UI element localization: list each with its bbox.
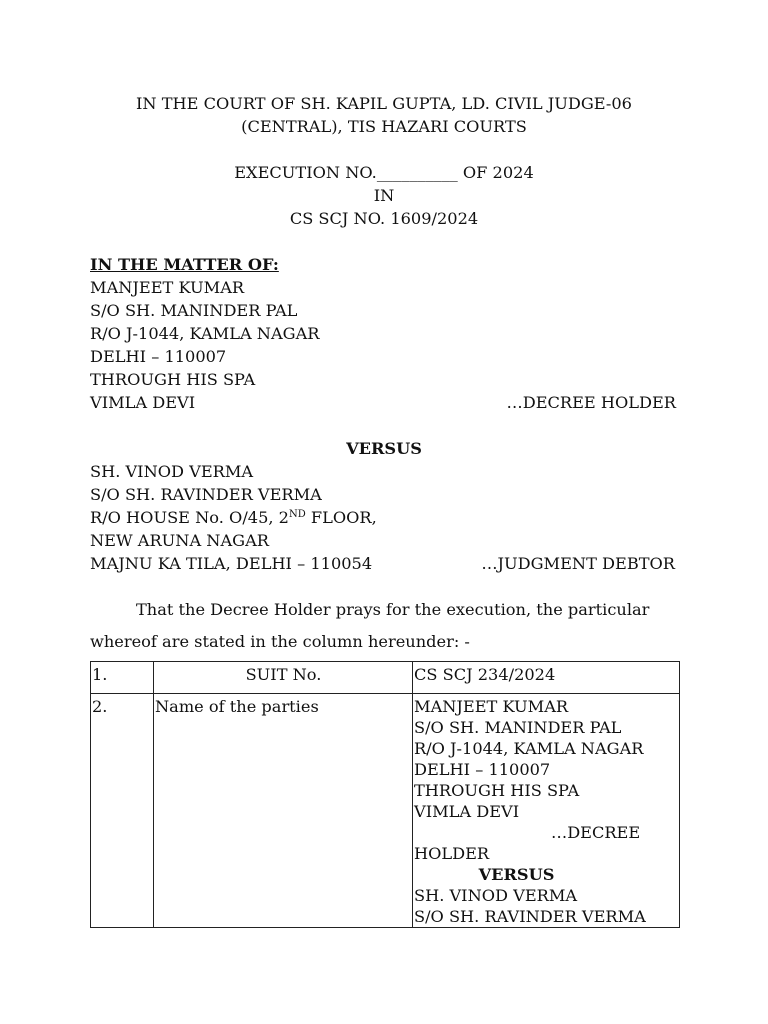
- row-value: CS SCJ 234/2024: [413, 662, 680, 694]
- debtor-address-sup: ND: [288, 509, 306, 520]
- parties-decree-role-part2: HOLDER: [414, 844, 490, 863]
- versus-heading: VERSUS: [346, 439, 422, 458]
- parties-holder-address: R/O J-1044, KAMLA NAGAR: [414, 739, 644, 758]
- case-number-line: CS SCJ NO. 1609/2024: [289, 209, 479, 228]
- row-number: 1.: [91, 662, 154, 694]
- parties-holder-spa: VIMLA DEVI: [414, 802, 520, 821]
- row-number: 2.: [91, 694, 154, 928]
- holder-address: R/O J-1044, KAMLA NAGAR: [90, 324, 320, 343]
- holder-city: DELHI – 110007: [90, 347, 227, 366]
- execution-number-line: EXECUTION NO.__________ OF 2024: [234, 163, 534, 182]
- parties-debtor-name: SH. VINOD VERMA: [414, 886, 578, 905]
- row-label: SUIT No.: [154, 662, 413, 694]
- debtor-locality: NEW ARUNA NAGAR: [90, 531, 269, 550]
- execution-details-table: [90, 661, 680, 928]
- in-line: IN: [373, 186, 395, 205]
- parties-cell: [413, 694, 680, 928]
- matter-heading: IN THE MATTER OF:: [90, 255, 279, 274]
- debtor-address-suffix: FLOOR,: [305, 508, 377, 527]
- row-label: Name of the parties: [154, 694, 413, 928]
- debtor-address-prefix: R/O HOUSE No. O/45, 2: [90, 508, 289, 527]
- court-title-line-1: IN THE COURT OF SH. KAPIL GUPTA, LD. CIVIL JUDGE-06: [136, 94, 632, 113]
- table-row: [91, 662, 680, 694]
- debtor-city: MAJNU KA TILA, DELHI – 110054: [90, 554, 373, 573]
- court-title-line-2: (CENTRAL), TIS HAZARI COURTS: [241, 117, 527, 136]
- debtor-father: S/O SH. RAVINDER VERMA: [90, 485, 322, 504]
- parties-debtor-father: S/O SH. RAVINDER VERMA: [414, 907, 646, 926]
- parties-holder-through: THROUGH HIS SPA: [414, 781, 580, 800]
- paragraph-line-2: whereof are stated in the column hereunder: -: [90, 632, 470, 651]
- paragraph-line-1: That the Decree Holder prays for the execution, the particular: [136, 600, 650, 619]
- debtor-name: SH. VINOD VERMA: [90, 462, 254, 481]
- holder-father: S/O SH. MANINDER PAL: [90, 301, 298, 320]
- parties-holder-father: S/O SH. MANINDER PAL: [414, 718, 622, 737]
- holder-name: MANJEET KUMAR: [90, 278, 245, 297]
- judgment-debtor-role: …JUDGMENT DEBTOR: [481, 554, 675, 573]
- parties-versus: VERSUS: [478, 865, 555, 884]
- decree-holder-role: …DECREE HOLDER: [506, 393, 676, 412]
- holder-through: THROUGH HIS SPA: [90, 370, 256, 389]
- table-row: [91, 694, 680, 928]
- parties-holder-city: DELHI – 110007: [414, 760, 551, 779]
- parties-decree-role-part1: …DECREE: [551, 823, 641, 842]
- debtor-address: [90, 508, 377, 527]
- holder-spa-name: VIMLA DEVI: [90, 393, 196, 412]
- parties-holder-name: MANJEET KUMAR: [414, 697, 569, 716]
